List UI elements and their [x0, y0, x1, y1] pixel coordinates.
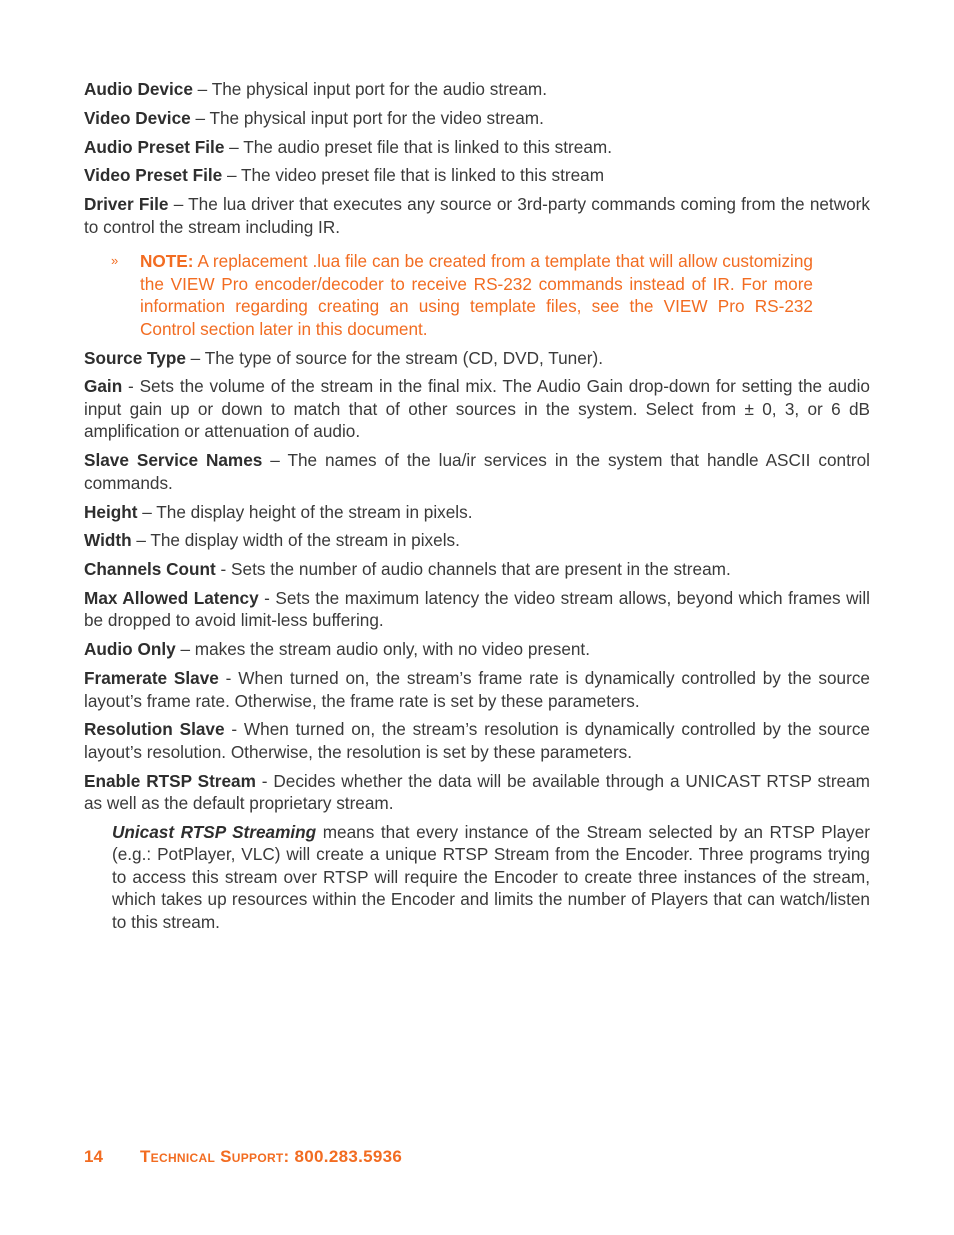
description: – The video preset file that is linked to this stream	[222, 165, 605, 186]
technical-support-line: Technical Support: 800.283.5936	[140, 1147, 403, 1166]
description: – The names of the lua/ir services in the system that handle ASCII control commands.	[84, 450, 870, 493]
description: - When turned on, the stream’s resolution is dynamically controlled by the source layout’s resolution. Otherwise, the resolution is set by these parameters.	[84, 719, 870, 762]
definition-gain	[84, 375, 870, 443]
definition-framerate-slave	[84, 667, 870, 712]
term: Video Preset File	[84, 165, 223, 186]
description: - Sets the number of audio channels that are present in the stream.	[215, 559, 731, 580]
term: Audio Only	[84, 639, 176, 660]
definition-resolution-slave	[84, 718, 870, 763]
term: Slave Service Names	[84, 450, 263, 471]
definition-channels-count	[84, 558, 870, 581]
description: - Sets the maximum latency the video stream allows, beyond which frames will be dropped to avoid limit-less buffering.	[84, 587, 870, 631]
definition-width	[84, 529, 870, 552]
description: – The display height of the stream in pixels.	[137, 501, 473, 522]
description: – makes the stream audio only, with no video present.	[175, 639, 590, 660]
note-label: NOTE:	[140, 251, 194, 272]
definition-slave-service-names	[84, 449, 870, 494]
definition-height	[84, 501, 870, 524]
term: Source Type	[84, 347, 186, 368]
note-text: A replacement .lua file can be created from a template that will allow customizing the VIEW Pro encoder/decoder to receive RS-232 commands instead of IR. For more information regarding creating an using template files, see the VIEW Pro RS-232 Control section later in this document.	[140, 251, 813, 339]
definition-enable-rtsp-stream	[84, 770, 870, 815]
page-footer	[84, 1147, 402, 1167]
definition-unicast-rtsp-streaming	[112, 821, 870, 934]
term: Video Device	[84, 107, 191, 128]
definition-max-allowed-latency	[84, 587, 870, 632]
term: Max Allowed Latency	[84, 587, 259, 608]
description: - Sets the volume of the stream in the final mix. The Audio Gain drop-down for setting the audio input gain up or down to match that of other sources in the system. Select from ± 0, 3, or 6 dB amplification or attenuation of audio.	[84, 376, 870, 442]
term: Height	[84, 501, 138, 522]
note-callout	[111, 250, 813, 340]
description: - Decides whether the data will be available through a UNICAST RTSP stream as well as the default proprietary stream.	[84, 770, 870, 814]
term: Channels Count	[84, 559, 216, 580]
description: – The audio preset file that is linked to this stream.	[224, 136, 612, 157]
definition-audio-preset-file	[84, 136, 870, 159]
term: Audio Device	[84, 79, 193, 99]
definition-audio-device	[84, 78, 870, 101]
description: – The physical input port for the audio stream.	[192, 79, 548, 99]
term: Driver File	[84, 194, 169, 215]
term: Gain	[84, 376, 123, 397]
term: Unicast RTSP Streaming	[112, 821, 317, 842]
term: Resolution Slave	[84, 719, 225, 740]
description: – The type of source for the stream (CD, DVD, Tuner).	[185, 347, 604, 368]
description: – The lua driver that executes any source or 3rd-party commands coming from the network to control the stream including IR.	[84, 194, 870, 237]
description: – The display width of the stream in pixels.	[131, 530, 460, 551]
definition-video-device	[84, 107, 870, 130]
definition-audio-only	[84, 638, 870, 661]
term: Audio Preset File	[84, 136, 225, 157]
term: Width	[84, 530, 132, 551]
description: – The physical input port for the video stream.	[190, 107, 544, 128]
definition-driver-file	[84, 193, 870, 238]
term: Framerate Slave	[84, 668, 219, 689]
definition-video-preset-file	[84, 164, 870, 187]
definition-source-type	[84, 347, 870, 370]
description: means that every instance of the Stream selected by an RTSP Player (e.g.: PotPlayer, VLC) will create a unique RTSP Stream from the Encoder. Three programs trying to access this stream over RTSP will require the Encoder to create three instances of the stream, which takes up resources within the Encoder and limits the number of Players that can watch/listen to this stream.	[112, 821, 871, 932]
bullet-icon: »	[111, 253, 119, 269]
term: Enable RTSP Stream	[84, 770, 256, 791]
page-number: 14	[84, 1147, 103, 1166]
description: - When turned on, the stream’s frame rate is dynamically controlled by the source layout’s frame rate. Otherwise, the frame rate is set by these parameters.	[84, 668, 870, 711]
document-body	[84, 78, 870, 933]
